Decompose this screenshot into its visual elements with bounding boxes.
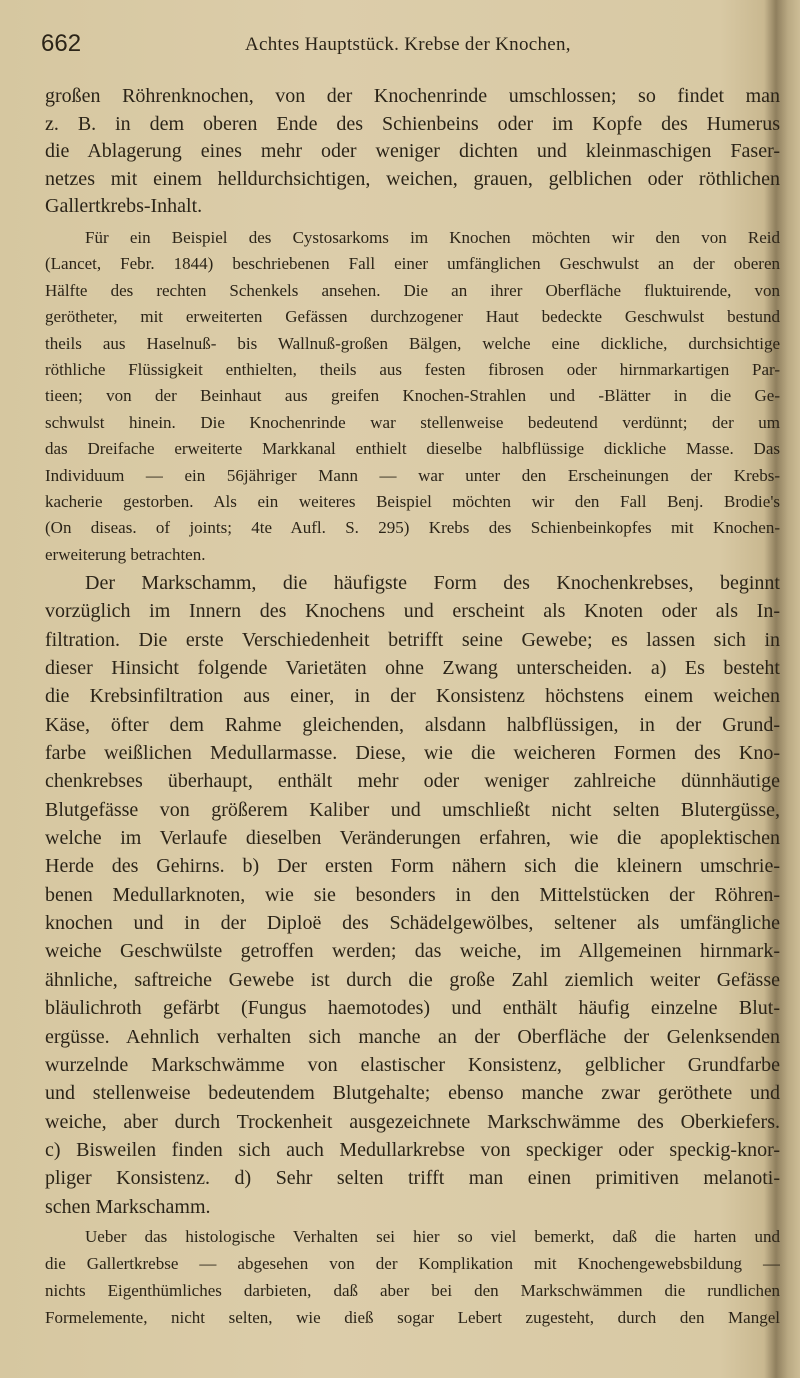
text-line: Herde des Gehirns. b) Der ersten Form nähern sich die kleinern umschrie- — [45, 855, 780, 878]
paragraph — [45, 83, 780, 221]
text-line: theils aus Haselnuß- bis Wallnuß-großen Bälgen, welche eine dickliche, durchsichtige — [45, 333, 780, 353]
text-line: (Lancet, Febr. 1844) beschriebenen Fall einer umfänglichen Geschwulst an der oberen — [45, 254, 780, 274]
running-title: Achtes Hauptstück. Krebse der Knochen, — [245, 34, 571, 55]
text-line: ergüsse. Aehnlich verhalten sich manche an der Oberfläche der Gelenksenden — [45, 1025, 780, 1048]
text-line: vorzüglich im Innern des Knochens und erscheint als Knoten oder als In- — [45, 600, 780, 623]
text-line: Formelemente, nicht selten, wie dieß sogar Lebert zugesteht, durch den Mangel — [45, 1308, 780, 1327]
text-line: farbe weißlichen Medullarmasse. Diese, wie die weicheren Formen des Kno- — [45, 742, 780, 765]
text-line: die Ablagerung eines mehr oder weniger dichten und kleinmaschigen Faser- — [45, 140, 780, 162]
text-line: pliger Konsistenz. d) Sehr selten trifft man einen primitiven melanoti- — [45, 1167, 780, 1190]
text-line: ähnliche, saftreiche Gewebe ist durch die große Zahl ziemlich weiter Gefässe — [45, 968, 780, 991]
text-line: tieen; von der Beinhaut aus greifen Knochen-Strahlen und -Blätter in die Ge- — [45, 386, 780, 406]
page-number: 662 — [41, 30, 82, 57]
text-line: benen Medullarknoten, wie sie besonders in den Mittelstücken der Röhren- — [45, 883, 780, 906]
text-line: Hälfte des rechten Schenkels ansehen. Die an ihrer Oberfläche fluktuirende, von — [45, 280, 780, 300]
text-line: Käse, öfter dem Rahme gleichenden, alsdann halbflüssigen, in der Grund- — [45, 713, 780, 736]
text-line: Für ein Beispiel des Cystosarkoms im Knochen möchten wir den von Reid — [85, 228, 780, 247]
text-line: und stellenweise bedeutendem Blutgehalte; ebenso manche zwar geröthete und — [45, 1082, 780, 1105]
text-line: Blutgefässe von größerem Kaliber und umschließt nicht selten Blutergüsse, — [45, 798, 780, 821]
text-line: wurzelnde Markschwämme von elastischer Konsistenz, gelblicher Grundfarbe — [45, 1053, 780, 1076]
paragraph — [45, 225, 780, 568]
text-line: schen Markschamm. — [45, 1195, 211, 1218]
text-line: c) Bisweilen finden sich auch Medullarkrebse von speckiger oder speckig-knor- — [45, 1138, 780, 1161]
text-line: filtration. Die erste Verschiedenheit betrifft seine Gewebe; es lassen sich in — [45, 628, 780, 651]
text-line: erweiterung betrachten. — [45, 544, 206, 564]
text-line: netzes mit einem helldurchsichtigen, weichen, grauen, gelblichen oder röthlichen — [45, 167, 780, 190]
text-line: schwulst hinein. Die Knochenrinde war stellenweise bedeutend verdünnt; der um — [45, 412, 780, 432]
text-line: z. B. in dem oberen Ende des Schienbeins oder im Kopfe des Humerus — [45, 112, 780, 135]
text-line: knochen und in der Diploë des Schädelgewölbes, seltener als umfängliche — [45, 912, 780, 935]
text-line: die Krebsinfiltration aus einer, in der Konsistenz höchstens einem weichen — [45, 685, 780, 708]
text-line: Ueber das histologische Verhalten sei hier so viel bemerkt, daß die harten und — [85, 1227, 780, 1246]
paragraph — [45, 1223, 780, 1331]
text-line: Gallertkrebs-Inhalt. — [45, 195, 203, 217]
text-line: weiche Geschwülste getroffen werden; das weiche, im Allgemeinen hirnmark- — [45, 940, 780, 963]
text-line: weiche, aber durch Trockenheit ausgezeichnete Markschwämme des Oberkiefers. — [45, 1110, 780, 1133]
text-line: chenkrebses überhaupt, enthält mehr oder weniger zahlreiche dünnhäutige — [45, 770, 780, 793]
text-line: röthliche Flüssigkeit enthielten, theils aus festen fibrosen oder hirnmarkartigen Par- — [45, 359, 780, 379]
text-line: Individuum — ein 56jähriger Mann — war unter den Erscheinungen der Krebs- — [45, 465, 780, 485]
text-line: bläulichroth gefärbt (Fungus haemotodes) und enthält häufig einzelne Blut- — [45, 997, 780, 1020]
text-line: welche im Verlaufe dieselben Veränderungen erfahren, wie die apoplektischen — [45, 827, 780, 850]
text-line: dieser Hinsicht folgende Varietäten ohne Zwang unterscheiden. a) Es besteht — [45, 657, 780, 680]
text-line: Der Markschamm, die häufigste Form des Knochenkrebses, beginnt — [85, 572, 780, 594]
text-line: großen Röhrenknochen, von der Knochenrinde umschlossen; so findet man — [45, 85, 780, 107]
text-line: nichts Eigenthümliches darbieten, daß aber bei den Markschwämmen die rundlichen — [45, 1281, 780, 1300]
text-line: das Dreifache erweiterte Markkanal enthielt dieselbe halbflüssige dickliche Masse. Das — [45, 439, 780, 459]
text-line: (On diseas. of joints; 4te Aufl. S. 295) Krebs des Schienbeinkopfes mit Knochen- — [45, 518, 780, 538]
page-header — [41, 30, 780, 60]
text-line: die Gallertkrebse — abgesehen von der Komplikation mit Knochengewebsbildung — — [45, 1254, 780, 1273]
text-line: kacherie gestorben. Als ein weiteres Beispiel möchten wir den Fall Benj. Brodie's — [45, 491, 780, 511]
text-line: gerötheter, mit erweiterten Gefässen durchzogener Haut bedeckte Geschwulst bestund — [45, 307, 780, 327]
paragraph — [45, 569, 780, 1221]
